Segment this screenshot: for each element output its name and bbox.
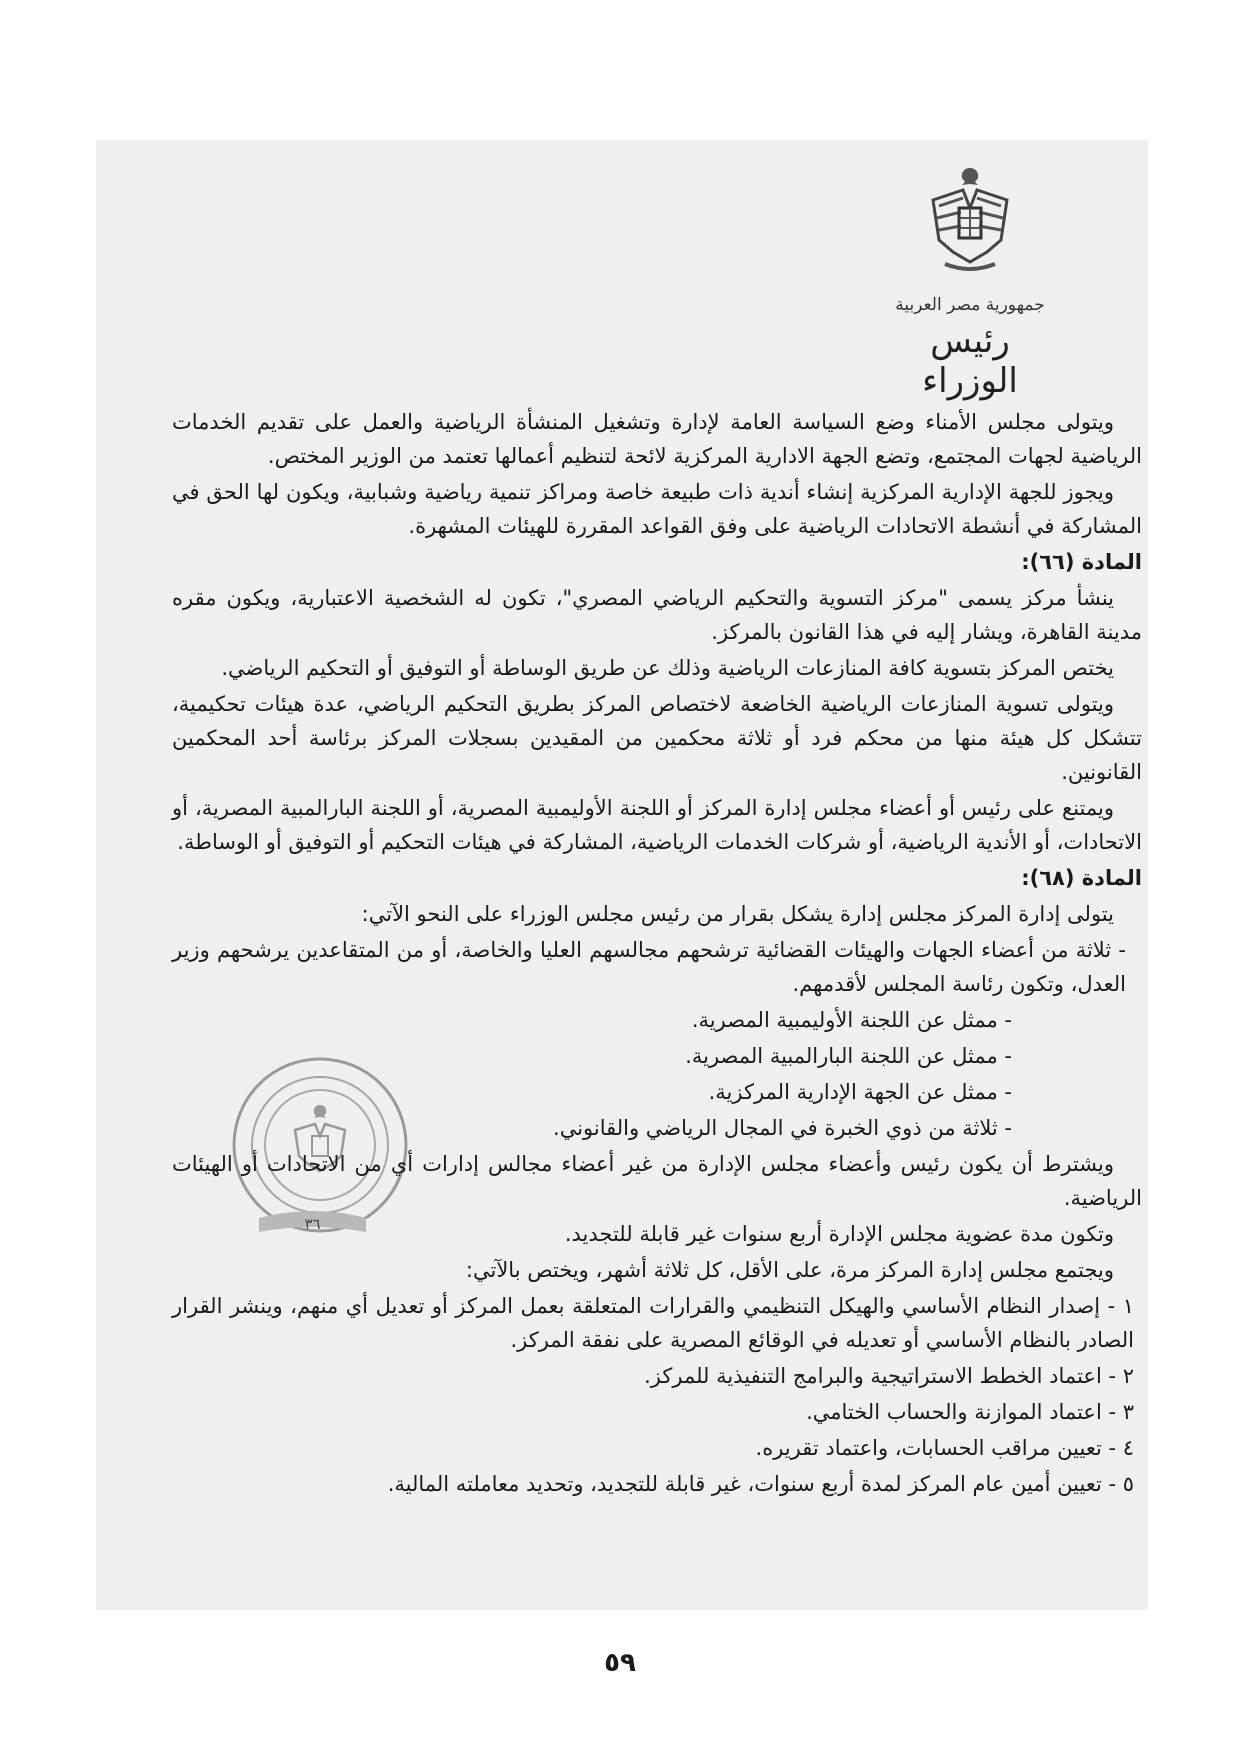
letterhead bbox=[885, 295, 1055, 401]
numbered-item: ٤ - تعيين مراقب الحسابات، واعتماد تقريره. bbox=[755, 1436, 1134, 1460]
numbered-item: ٣ - اعتماد الموازنة والحساب الختامي. bbox=[806, 1400, 1134, 1424]
paragraph: وتكون مدة عضوية مجلس الإدارة أربع سنوات غير قابلة للتجديد. bbox=[564, 1222, 1114, 1246]
numbered-item: ٥ - تعيين أمين عام المركز لمدة أربع سنوات، غير قابلة للتجديد، وتحديد معاملته المالية. bbox=[387, 1472, 1134, 1496]
letterhead-title: رئيس الوزراء bbox=[922, 321, 1018, 401]
paragraph: ويشترط أن يكون رئيس وأعضاء مجلس الإدارة من غير أعضاء مجالس إدارات أي من الاتحادات أو الهيئات الرياضية. bbox=[172, 1152, 1142, 1210]
numbered-item: ١ - إصدار النظام الأساسي والهيكل التنظيمي والقرارات المتعلقة بعمل المركز أو تعديل أي منهم، وينشر القرار الصادر بالنظام الأساسي أو تعديله في الوقائع المصرية على نفقة المركز. bbox=[172, 1294, 1134, 1352]
document-body bbox=[172, 405, 1142, 1615]
list-item: - ثلاثة من أعضاء الجهات والهيئات القضائية ترشحهم مجالسهم العليا والخاصة، أو من المتقاعدين يرشحهم وزير العدل، وتكون رئاسة المجلس لأقدمهم. bbox=[172, 938, 1126, 996]
paragraph: ويتولى تسوية المنازعات الرياضية الخاضعة لاختصاص المركز بطريق التحكيم الرياضي، عدة هيئات تحكيمية، تتشكل كل هيئة منها من محكم فرد أو ثلاثة محكمين من المقيدين بسجلات المركز برئاسة أحد المحكمين القانونين. bbox=[172, 692, 1142, 784]
list-item: - ممثل عن اللجنة الأوليمبية المصرية. bbox=[691, 1008, 1012, 1032]
paragraph: يتولى إدارة المركز مجلس إدارة يشكل بقرار من رئيس مجلس الوزراء على النحو الآتي: bbox=[361, 902, 1114, 926]
page-number: ٥٩ bbox=[604, 1648, 636, 1678]
paragraph: ويتولى مجلس الأمناء وضع السياسة العامة لإدارة وتشغيل المنشأة الرياضية والعمل على تقديم الخدمات الرياضية لجهات المجتمع، وتضع الجهة الادارية المركزية لائحة لتنظيم أعمالها تعتمد من الوزير المختص. bbox=[172, 410, 1142, 468]
paragraph: ينشأ مركز يسمى "مركز التسوية والتحكيم الرياضي المصري"، تكون له الشخصية الاعتبارية، ويكون مقره مدينة القاهرة، ويشار إليه في هذا القانون بالمركز. bbox=[172, 586, 1142, 644]
paragraph: ويمتنع على رئيس أو أعضاء مجلس إدارة المركز أو اللجنة الأوليمبية المصرية، أو اللجنة البارالمبية المصرية، أو الاتحادات، أو الأندية الرياضية، أو شركات الخدمات الرياضية، المشاركة في هيئات التحكيم أو التوفيق أو الوساطة. bbox=[172, 796, 1142, 854]
list-item: - ممثل عن اللجنة البارالمبية المصرية. bbox=[685, 1044, 1012, 1068]
eagle-emblem-icon bbox=[925, 160, 1015, 280]
paragraph: ويجوز للجهة الإدارية المركزية إنشاء أندية ذات طبيعة خاصة ومراكز تنمية رياضية وشبابية، ويكون لها الحق في المشاركة في أنشطة الاتحادات الرياضية على وفق القواعد المقررة للهيئات المشهرة. bbox=[172, 480, 1142, 538]
numbered-item: ٢ - اعتماد الخطط الاستراتيجية والبرامج التنفيذية للمركز. bbox=[644, 1364, 1134, 1388]
list-item: - ثلاثة من ذوي الخبرة في المجال الرياضي والقانوني. bbox=[553, 1116, 1012, 1140]
article-heading: المادة (٦٨): bbox=[1021, 866, 1142, 890]
list-item: - ممثل عن الجهة الإدارية المركزية. bbox=[708, 1080, 1012, 1104]
article-heading: المادة (٦٦): bbox=[1021, 550, 1142, 574]
seal-tab-label: ٣٦ bbox=[304, 1215, 321, 1233]
paragraph: ويجتمع مجلس إدارة المركز مرة، على الأقل، كل ثلاثة أشهر، ويختص بالآتي: bbox=[465, 1258, 1114, 1282]
letterhead-country: جمهورية مصر العربية bbox=[895, 295, 1045, 315]
paragraph: يختص المركز بتسوية كافة المنازعات الرياضية وذلك عن طريق الوساطة أو التوفيق أو التحكيم الرياضي. bbox=[221, 656, 1114, 680]
